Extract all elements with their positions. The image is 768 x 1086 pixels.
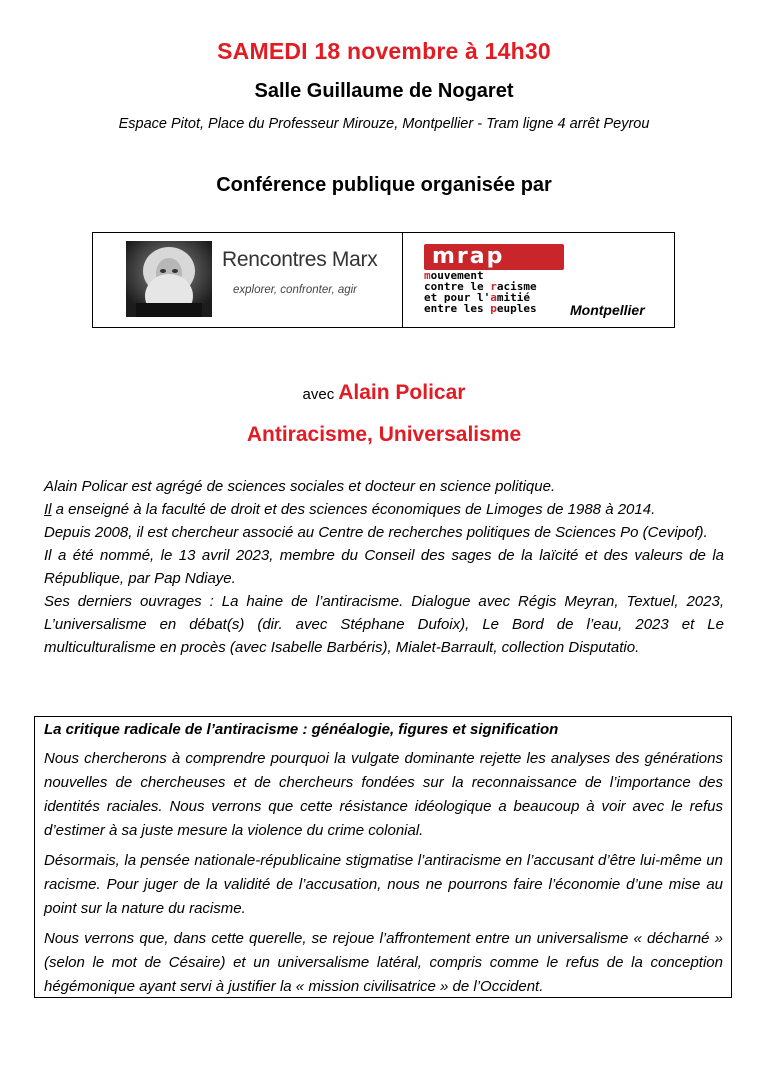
logo-divider	[402, 232, 403, 328]
venue-name: Salle Guillaume de Nogaret	[254, 80, 514, 102]
speaker-prefix: avec	[302, 386, 335, 403]
marx-portrait-image	[126, 241, 212, 317]
abstract-title: La critique radicale de l’antiracisme : généalogie, figures et signification	[44, 721, 559, 738]
bio-paragraph: Il a enseigné à la faculté de droit et des sciences économiques de Limoges de 1988 à 2014.	[44, 501, 656, 518]
mrap-motto: mouvement contre le racisme et pour l'amitié entre les peuples	[424, 269, 537, 315]
speaker-name: Alain Policar	[338, 381, 466, 404]
organised-by-heading: Conférence publique organisée par	[216, 174, 552, 196]
bio-paragraph: Alain Policar est agrégé de sciences sociales et docteur en science politique.	[44, 478, 556, 495]
speaker-biography	[44, 475, 724, 659]
bio-paragraph: Depuis 2008, il est chercheur associé au Centre de recherches politiques de Sciences Po (Cevipof).	[44, 524, 708, 541]
event-date-time: SAMEDI 18 novembre à 14h30	[217, 38, 551, 64]
abstract-paragraph: Désormais, la pensée nationale-républicaine stigmatise l’antiracisme en l’accusant d’être lui-même un racisme. Pour juger de la validité de l’accusation, nous ne pourrons faire l’économie d’une mise au point sur la nature du racisme.	[44, 852, 723, 917]
speaker-line	[0, 381, 768, 405]
rencontres-marx-tagline: explorer, confronter, agir	[233, 284, 358, 296]
mrap-logo	[424, 244, 564, 270]
venue-address: Espace Pitot, Place du Professeur Mirouze, Montpellier - Tram ligne 4 arrêt Peyrou	[118, 116, 650, 132]
abstract-paragraph: Nous verrons que, dans cette querelle, se rejoue l’affrontement entre un universalisme « décharné » (selon le mot de Césaire) et un universalisme latéral, compris comme le refus de la conception hégémonique ayant servi à justifier la « mission civilisatrice » de l’Occident.	[44, 930, 723, 995]
rencontres-marx-logo-title: Rencontres Marx	[222, 248, 378, 271]
conference-theme: Antiracisme, Universalisme	[246, 423, 522, 446]
mrap-logo-text: mrap	[432, 244, 505, 269]
conference-abstract-box	[34, 716, 732, 998]
abstract-paragraph: Nous chercherons à comprendre pourquoi la vulgate dominante rejette les analyses des générations nouvelles de chercheuses et de chercheurs fondées sur la reconnaissance de l’importance des identités raciales. Nous verrons que cette résistance idéologique a beaucoup à voir avec le refus d’estimer à sa juste mesure la violence du crime colonial.	[44, 750, 723, 839]
bio-paragraph: Ses derniers ouvrages : La haine de l’antiracisme. Dialogue avec Régis Meyran, Textuel, 2023, L’universalisme en débat(s) (dir. avec Stéphane Dufoix), Le Bord de l’eau, 2023 et Le multiculturalisme en procès (avec Isabelle Barbéris), Mialet-Barrault, collection Disputatio.	[44, 593, 724, 656]
bio-paragraph: Il a été nommé, le 13 avril 2023, membre du Conseil des sages de la laïcité et des valeurs de la République, par Pap Ndiaye.	[44, 547, 724, 587]
mrap-city: Montpellier	[570, 302, 645, 318]
